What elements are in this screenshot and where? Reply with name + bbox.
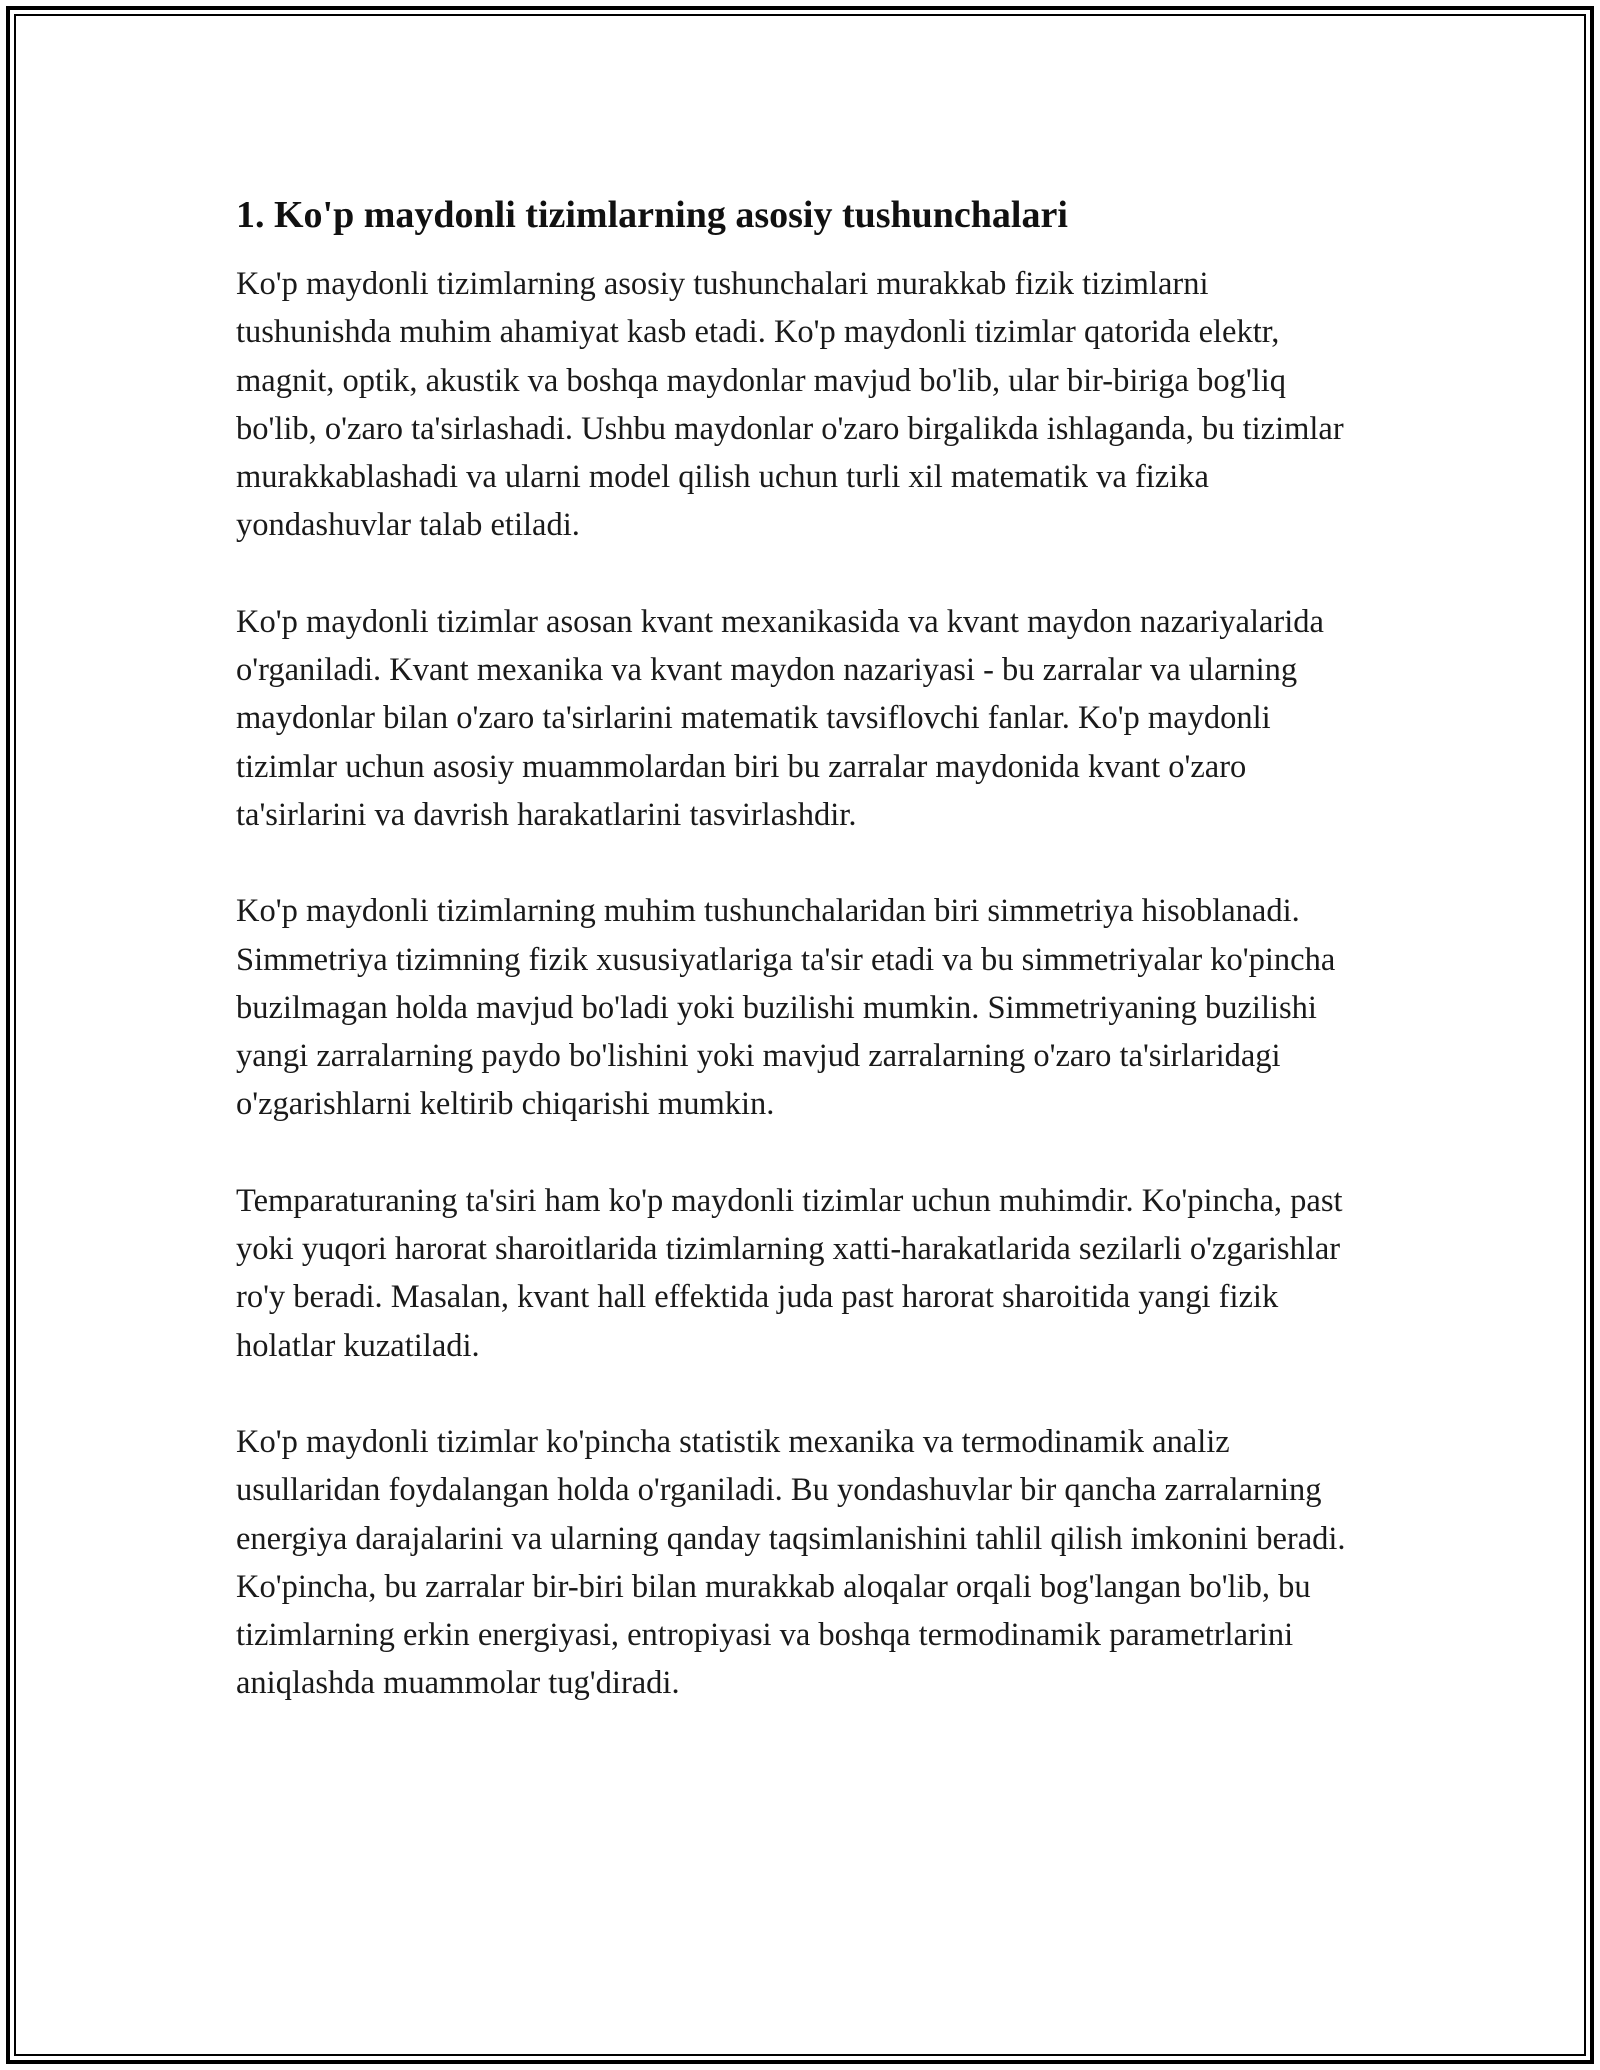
paragraph-1: Ko'p maydonli tizimlarning asosiy tushunchalari murakkab fizik tizimlarni tushunishda muhim ahamiyat kasb etadi. Ko'p maydonli tizimlar qatorida elektr, magnit, optik, akustik va boshqa maydonlar mavjud bo'lib, ular bir-biriga bog'liq bo'lib, o'zaro ta'sirlashadi. Ushbu maydonlar o'zaro birgalikda ishlaganda, bu tizimlar murakkablashadi va ularni model qilish uchun turli xil matematik va fizika yondashuvlar talab etiladi. [236,266,1344,544]
paragraph-4: Temparaturaning ta'siri ham ko'p maydonli tizimlar uchun muhimdir. Ko'pincha, past yoki yuqori harorat sharoitlarida tizimlarning xatti-harakatlarida sezilarli o'zgarishlar ro'y beradi. Masalan, kvant hall effektida juda past harorat sharoitida yangi fizik holatlar kuzatiladi. [236,1182,1343,1364]
paragraph-3: Ko'p maydonli tizimlarning muhim tushunchalaridan biri simmetriya hisoblanadi. Simmetriya tizimning fizik xususiyatlariga ta'sir etadi va bu simmetriyalar ko'pincha buzilmagan holda mavjud bo'ladi yoki buzilishi mumkin. Simmetriyaning buzilishi yangi zarralarning paydo bo'lishini yoki mavjud zarralarning o'zaro ta'sirlaridagi o'zgarishlarni keltirib chiqarishi mumkin. [236,893,1336,1123]
paragraph-5: Ko'p maydonli tizimlar ko'pincha statistik mexanika va termodinamik analiz usullaridan foydalangan holda o'rganiladi. Bu yondashuvlar bir qancha zarralarning energiya darajalarini va ularning qanday taqsimlanishini tahlil qilish imkonini beradi. Ko'pincha, bu zarralar bir-biri bilan murakkab aloqalar orqali bog'langan bo'lib, bu tizimlarning erkin energiyasi, entropiyasi va boshqa termodinamik parametrlarini aniqlashda muammolar tug'diradi. [236,1423,1346,1702]
paragraph-2: Ko'p maydonli tizimlar asosan kvant mexanikasida va kvant maydon nazariyalarida o'rganiladi. Kvant mexanika va kvant maydon nazariyasi - bu zarralar va ularning maydonlar bilan o'zaro ta'sirlarini matematik tavsiflovchi fanlar. Ko'p maydonli tizimlar uchun asosiy muammolardan biri bu zarralar maydonida kvant o'zaro ta'sirlarini va davrish harakatlarini tasvirlashdir. [236,603,1324,833]
document-body [236,190,1366,1756]
section-heading: 1. Ko'p maydonli tizimlarning asosiy tushunchalari [236,194,1068,236]
